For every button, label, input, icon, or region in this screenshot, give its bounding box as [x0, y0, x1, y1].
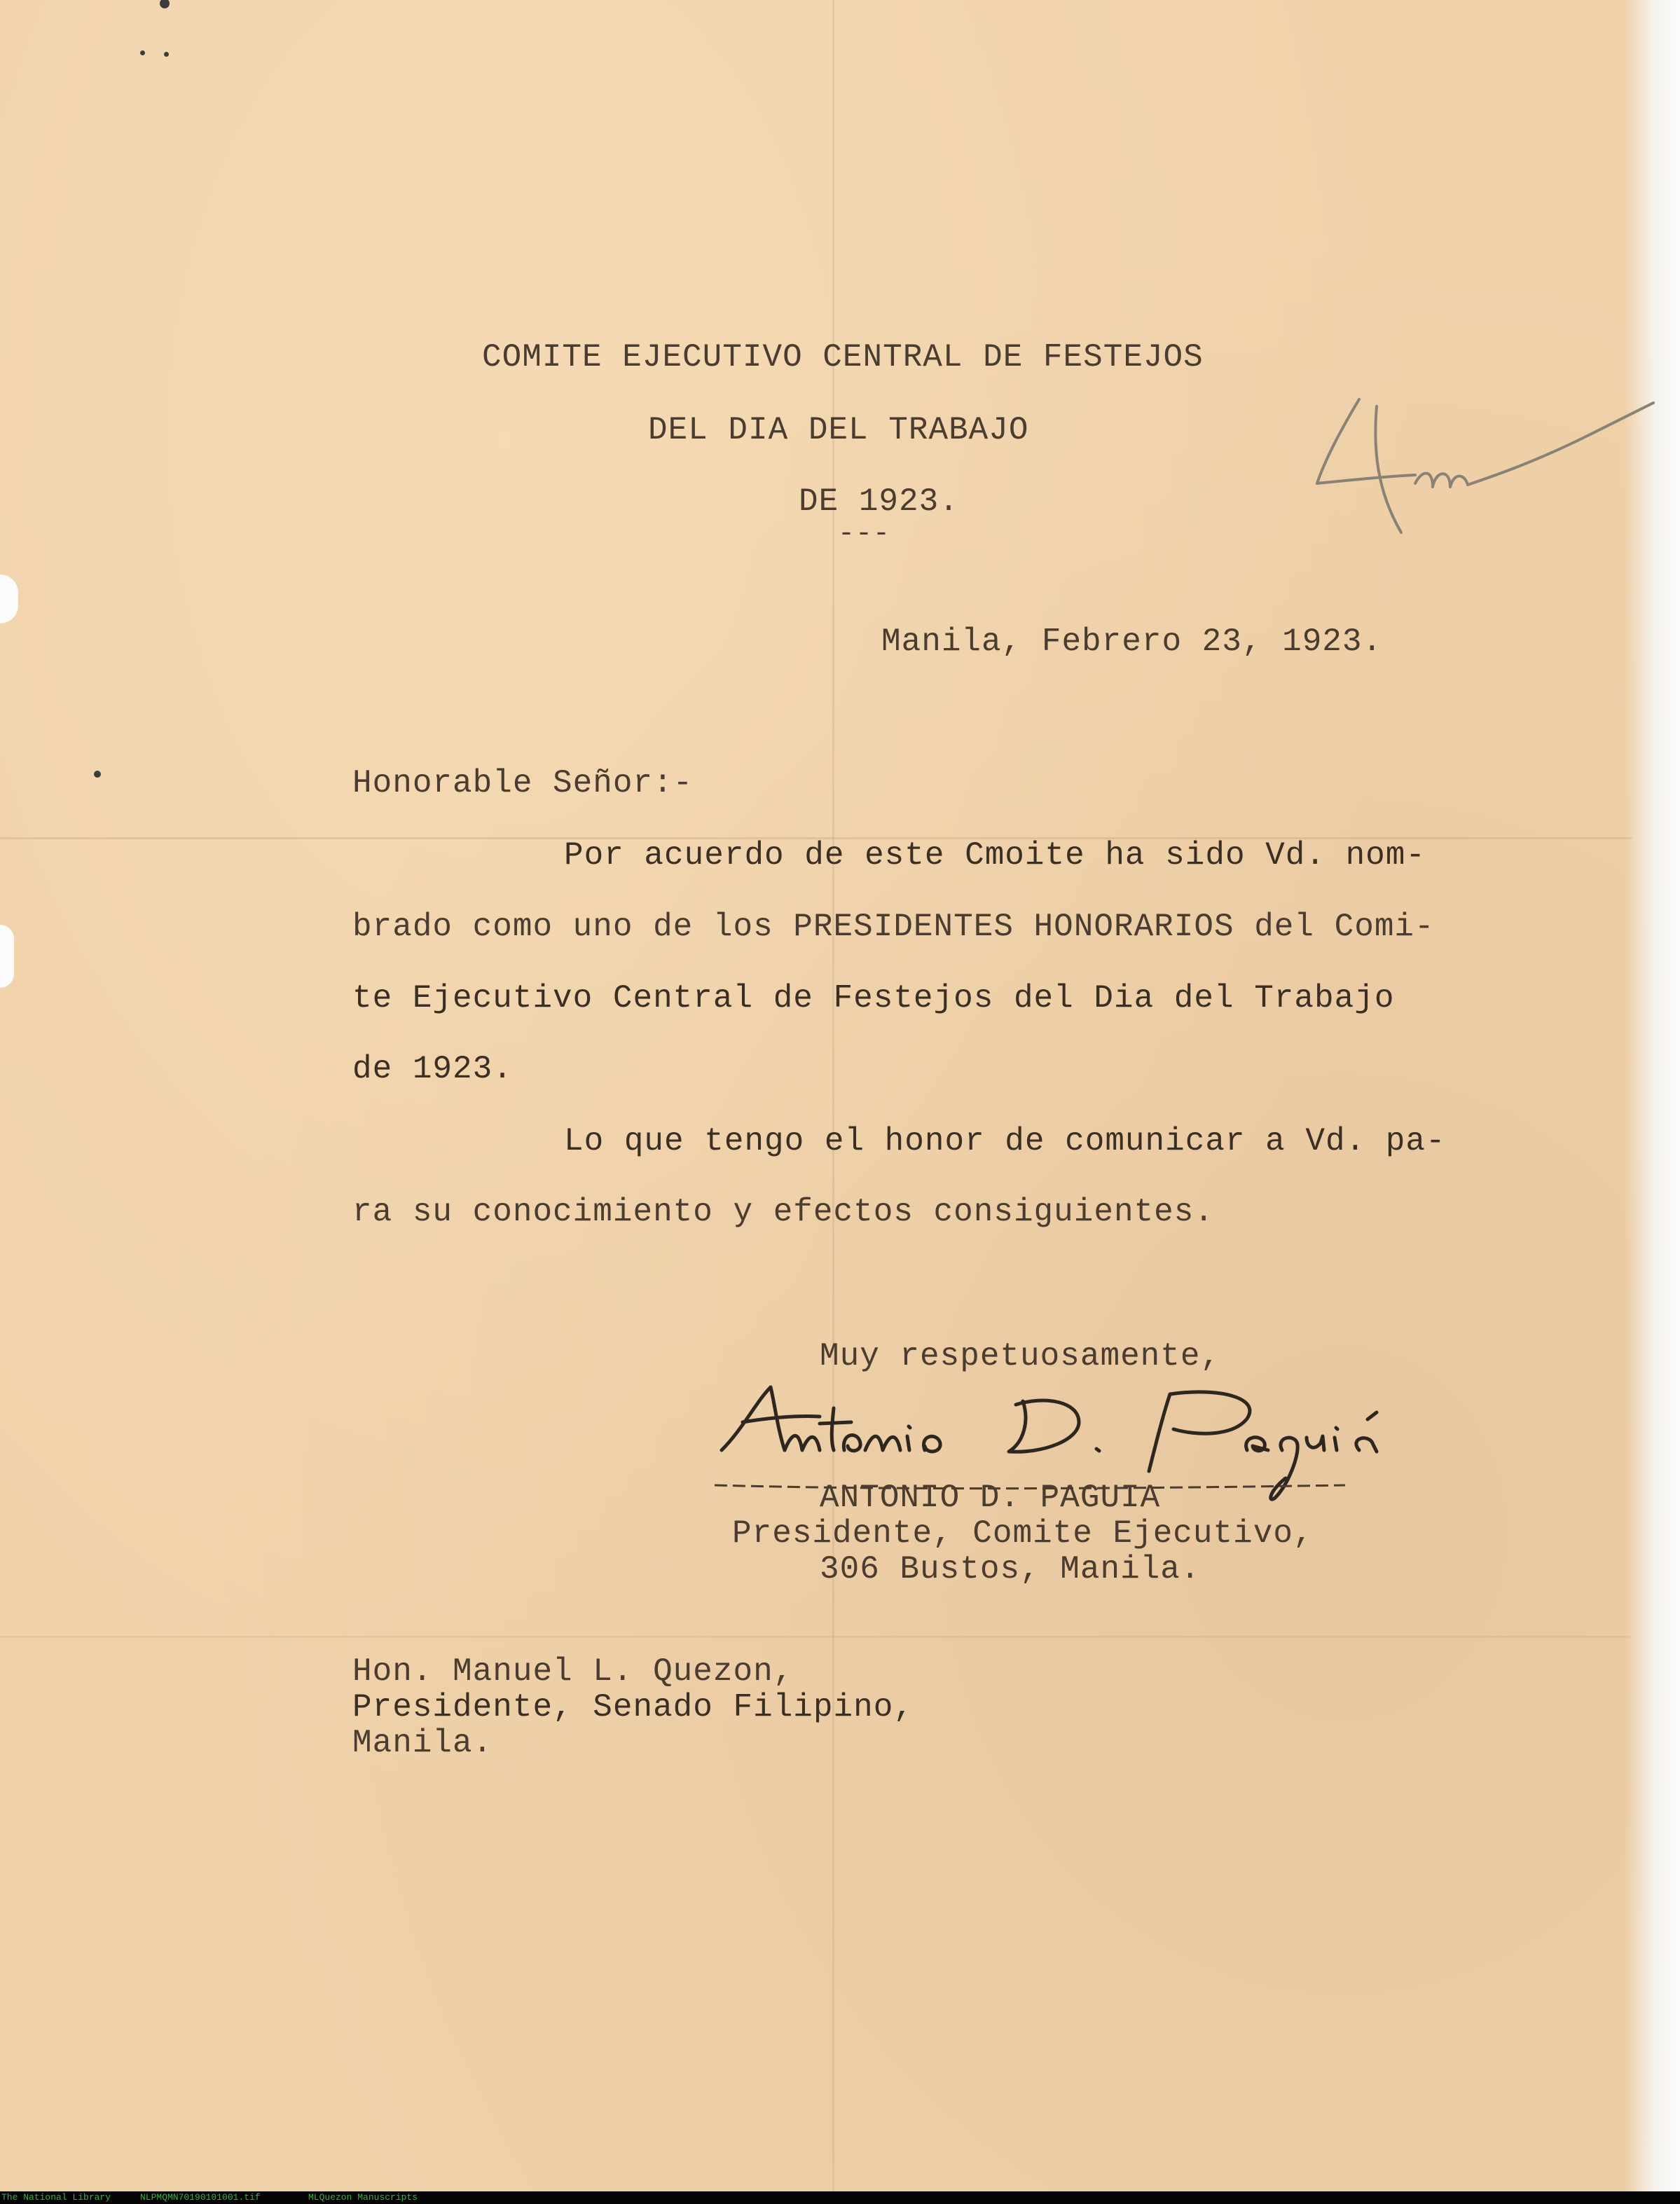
signatory-title: Presidente, Comite Ejecutivo,: [732, 1515, 1314, 1552]
recipient-line-1: Hon. Manuel L. Quezon,: [352, 1653, 794, 1690]
paragraph1-line-2: brado como uno de los PRESIDENTES HONORARIOS del Comi-: [352, 909, 1435, 945]
heading-line-3: DE 1923.: [799, 483, 959, 520]
right-edge: [1624, 0, 1680, 2191]
signatory-address: 306 Bustos, Manila.: [820, 1551, 1201, 1587]
heading-line-1: COMITE EJECUTIVO CENTRAL DE FESTEJOS: [482, 339, 1204, 376]
paragraph2-line-1: Lo que tengo el honor de comunicar a Vd. pa-: [564, 1123, 1446, 1159]
recipient-line-3: Manila.: [352, 1725, 493, 1761]
paragraph1-line-3: te Ejecutivo Central de Festejos del Dia del Trabajo: [352, 980, 1395, 1017]
horizontal-fold-line: [0, 1636, 1632, 1638]
footer-collection: MLQuezon Manuscripts: [308, 2192, 418, 2203]
heading-line-2: DEL DIA DEL TRABAJO: [648, 412, 1029, 448]
recipient-line-2: Presidente, Senado Filipino,: [352, 1689, 914, 1726]
paragraph2-line-2: ra su conocimiento y efectos consiguientes.: [352, 1194, 1214, 1230]
date-line: Manila, Febrero 23, 1923.: [881, 624, 1383, 660]
footer-file-id: NLPMQMN70190101001.tif: [140, 2192, 261, 2203]
ink-speck: [140, 50, 145, 55]
closing: Muy respetuosamente,: [820, 1338, 1221, 1375]
torn-edge: [0, 925, 14, 988]
footer-institution: The National Library: [1, 2192, 111, 2203]
paragraph1-line-4: de 1923.: [352, 1051, 513, 1087]
ink-speck: [164, 52, 169, 57]
heading-rule: ---: [838, 518, 891, 550]
scan-footer-bar: [0, 2191, 1680, 2204]
ink-speck: [94, 771, 101, 778]
torn-edge: [0, 574, 18, 624]
salutation: Honorable Señor:-: [352, 765, 694, 801]
vertical-fold-line: [832, 0, 834, 2191]
ink-speck: [160, 0, 170, 8]
paragraph1-line-1: Por acuerdo de este Cmoite ha sido Vd. nom-: [564, 837, 1426, 874]
signatory-name: ANTONIO D. PAGUIA: [820, 1480, 1161, 1516]
pencil-margin-mark: [1310, 392, 1660, 546]
